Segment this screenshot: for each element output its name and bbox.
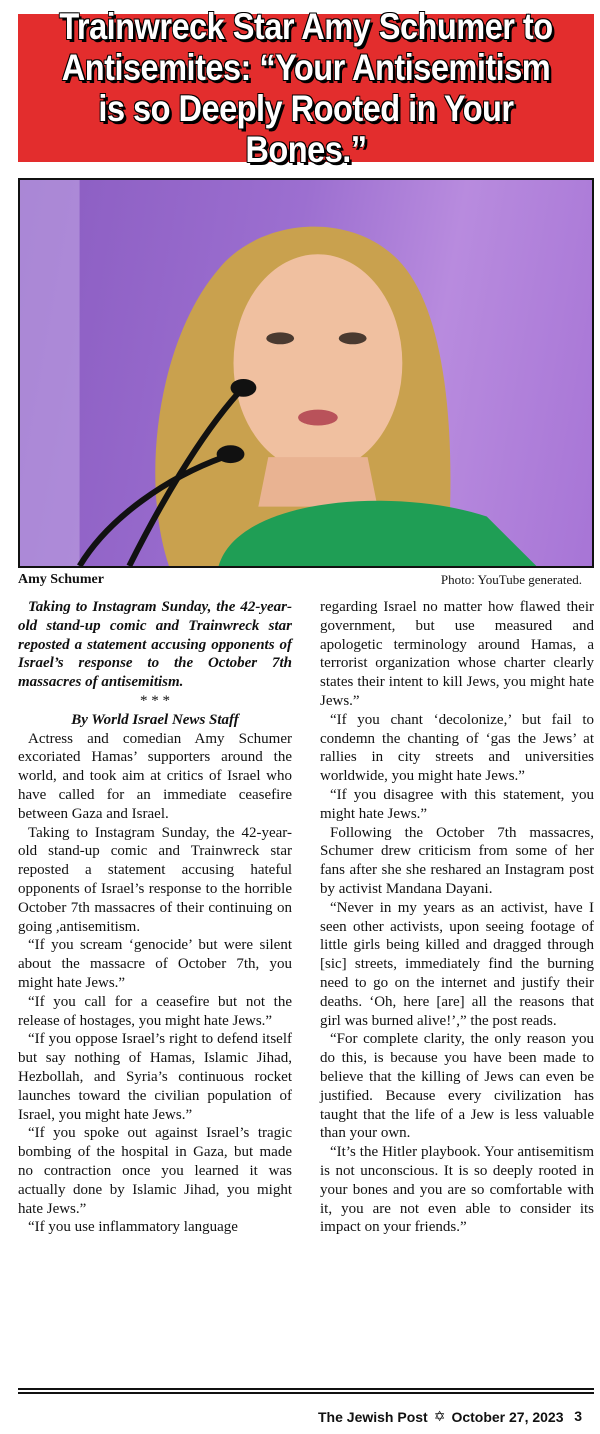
article-photo [18,178,594,568]
paragraph: “If you scream ‘genocide’ but were silent about the massacre of October 7th, you might hate Jews.” [18,937,292,991]
footer-rule [18,1388,594,1390]
paragraph: “It’s the Hitler playbook. Your antisemitism is not unconscious. It is so deeply rooted in your bones and you are so comfortable with it, you are not even able to consider its impact on your friends.” [320,1144,594,1236]
page-number: 3 [574,1408,582,1424]
paragraph: regarding Israel no matter how flawed their government, but use measured and apologetic terminology around Hamas, a terrorist organization whose charter clearly states their intent to kill Jews, you might hate Jews.” [320,599,594,709]
paragraph: “If you disagree with this statement, you might hate Jews.” [320,786,594,822]
star-of-david-icon: ✡ [433,1408,446,1424]
section-separator: * * * [140,692,170,709]
paragraph: “If you spoke out against Israel’s tragic bombing of the hospital in Gaza, but made no contraction once you learned it was actually done by Islamic Jihad, you might hate Jews.” [18,1125,292,1217]
paragraph: Following the October 7th massacres, Schumer drew criticism from some of her fans after she she reshared an Instagram post by activist Mandana Dayani. [320,824,594,897]
paragraph: “If you oppose Israel’s right to defend itself but say nothing of Hamas, Islamic Jihad, Hezbollah, and Syria’s continuous rocket launches toward the civilian population of Israel, you might hate Jews.” [18,1031,292,1123]
paragraph: “For complete clarity, the only reason you do this, is because you have been made to believe that the killing of Jews can even be justified. Because every civilization has taught that the life of a Jew is less valuable than your own. [320,1031,594,1142]
issue-date: October 27, 2023 [451,1408,564,1425]
headline-banner [18,6,594,170]
publication-name: The Jewish Post [318,1408,428,1425]
paragraph: Actress and comedian Amy Schumer excoriated Hamas’ supporters around the world, and took aim at critics of Israel who have called for an immediate ceasefire between Gaza and Israel. [18,730,292,822]
paragraph: Taking to Instagram Sunday, the 42-year-old stand-up comic and Trainwreck star reposted a statement accusing hateful opponents of Israel’s response to the horrible October 7th massacres of their continuing on going ,antisemitism. [18,824,292,935]
article-column-right [320,598,594,1237]
paragraph: “Never in my years as an activist, have I seen other activists, upon seeing footage of little girls being killed and dragged through [sic] streets, immediately find the burning need to go on the internet and justify their deaths. ‘Oh, here [are] all the reasons that girl was burned alive!’,” the post reads. [320,899,594,1029]
footer-rule [18,1392,594,1394]
article-byline: By World Israel News Staff [71,711,239,728]
headline: Trainwreck Star Amy Schumer to Antisemites: “Your Antisemitism is so Deeply Rooted in Your Bones.” [59,6,553,170]
article-lead: Taking to Instagram Sunday, the 42-year-old stand-up comic and Trainwreck star reposted a statement accusing opponents of Israel’s response to the October 7th massacres of antisemitism. [18,599,292,691]
page-footer [318,1408,564,1425]
photo-credit: Photo: YouTube generated. [440,572,582,587]
article-column-left [18,598,292,1237]
paragraph: “If you call for a ceasefire but not the release of hostages, you might hate Jews.” [18,993,292,1029]
paragraph: “If you chant ‘decolonize,’ but fail to condemn the chanting of ‘gas the Jews’ at rallies in city streets and universities worldwide, you might hate Jews.” [320,711,594,785]
paragraph: “If you use inflammatory language [28,1219,238,1236]
photo-caption: Amy Schumer [18,572,104,587]
photo-illustration [20,180,592,566]
